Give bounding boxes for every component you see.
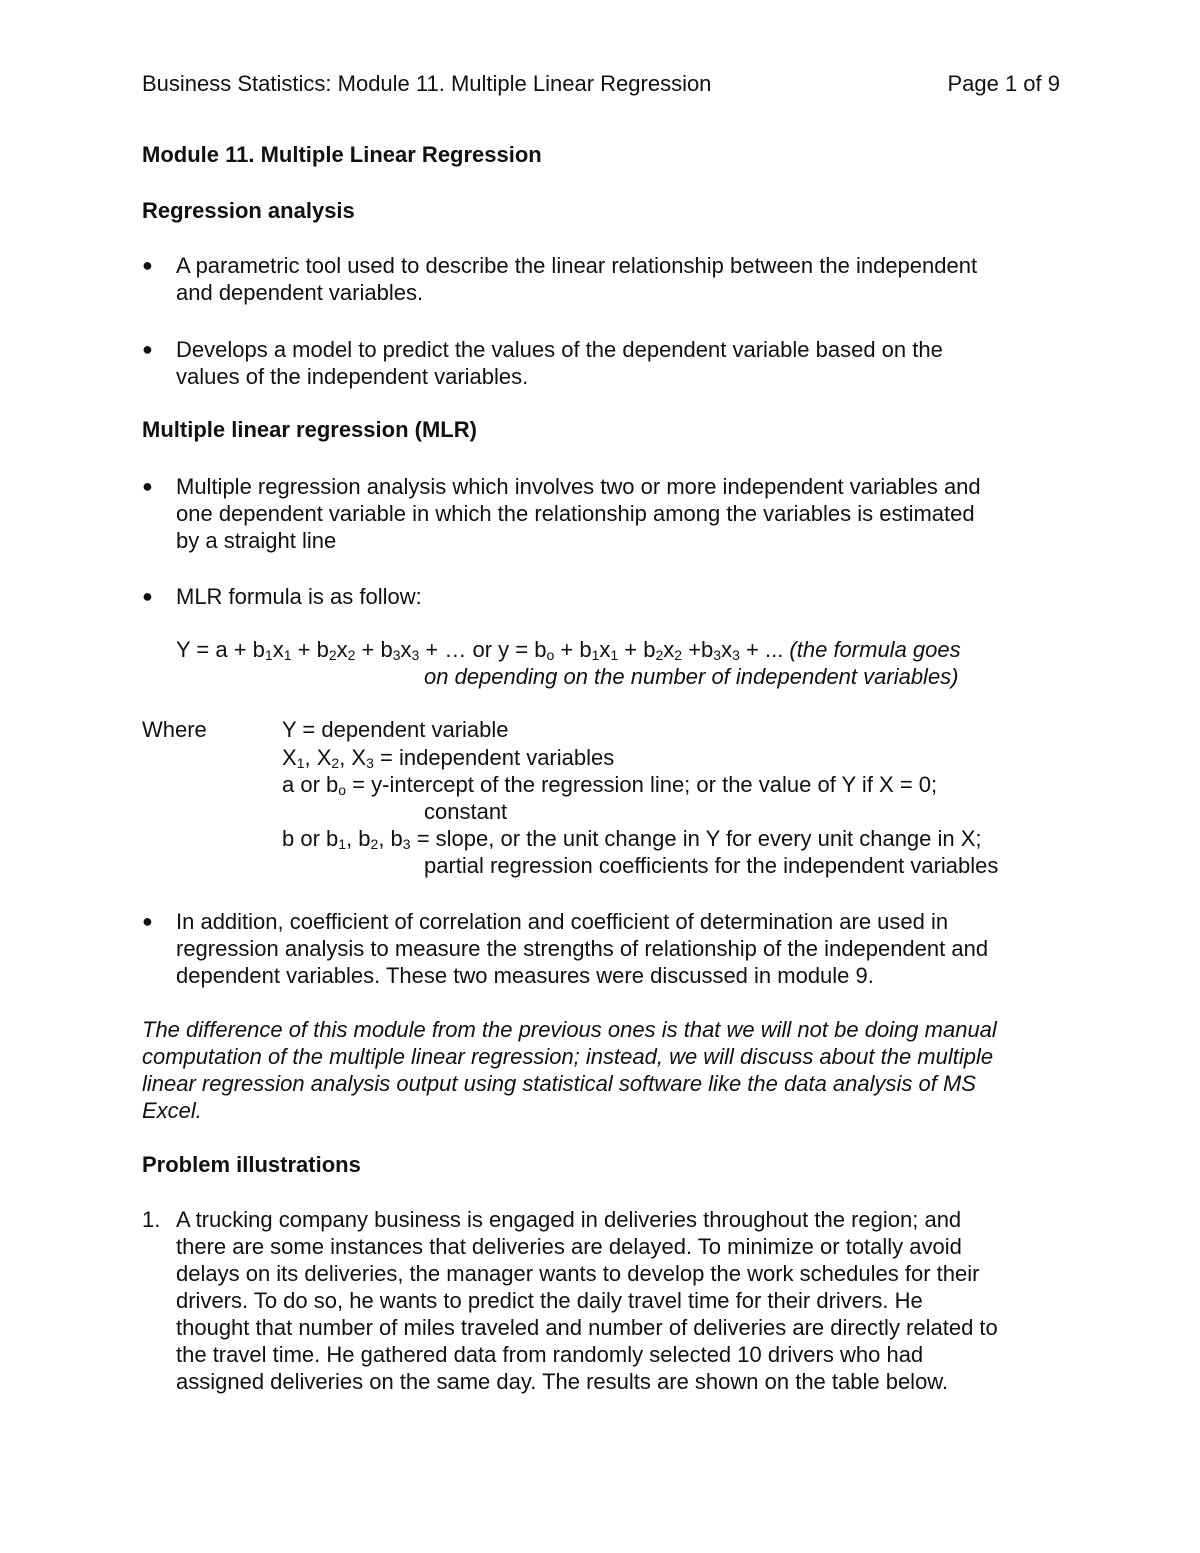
bullet-text: Develops a model to predict the values of the dependent variable based on the values of the independent variables. [176, 337, 943, 389]
definition-intercept: a or $b_o$ = y-intercept of the regression line; or the value of Y if X = 0; [282, 772, 938, 798]
page-number: Page 1 of 9 [947, 71, 1060, 96]
definition-slope-cont: partial regression coefficients for the independent variables [424, 853, 999, 878]
bullet-text: Multiple regression analysis which involves two or more independent variables and one dependent variable in which the relationship among the variables is estimated by a straight line [176, 474, 981, 553]
section-heading-problem-illustrations: Problem illustrations [142, 1152, 361, 1177]
bullet-text: MLR formula is as follow: [176, 584, 422, 609]
problem-text: A trucking company business is engaged in deliveries throughout the region; and there are some instances that deliveries are delayed. To minimize or totally avoid delays on its deliveries, the manager wants to develop the work schedules for their drivers. To do so, he wants to predict the daily travel time for their drivers. He thought that number of miles traveled and number of deliveries are directly related to the travel time. He gathered data from randomly selected 10 drivers who had assigned deliveries on the same day. The results are shown on the table below. [176, 1207, 998, 1394]
bullet-icon: ● [142, 911, 153, 931]
where-label: Where [142, 717, 207, 742]
bullet-icon: ● [142, 476, 153, 496]
page-header [142, 70, 1060, 100]
definition-slope: b or $b_1$, $b_2$, $b_3$ = slope, or the unit change in Y for every unit change in X; [282, 826, 982, 852]
bullet-text: In addition, coefficient of correlation and coefficient of determination are used in regression analysis to measure the strengths of relationship of the independent and dependent variables. These two measures were discussed in module 9. [176, 909, 989, 988]
list-number: 1. [142, 1207, 161, 1232]
bullet-icon: ● [142, 586, 153, 606]
definition-intercept-cont: constant [424, 799, 508, 824]
formula-note: on depending on the number of independent variables) [424, 664, 959, 689]
bullet-icon: ● [142, 255, 153, 275]
bullet-text: A parametric tool used to describe the linear relationship between the independent and dependent variables. [176, 253, 978, 305]
definition-y: Y = dependent variable [282, 717, 509, 742]
italic-note: The difference of this module from the previous ones is that we will not be doing manual computation of the multiple linear regression; instead, we will discuss about the multiple linear regression analysis output using statistical software like the data analysis of MS Excel. [142, 1017, 997, 1123]
section-heading-regression-analysis: Regression analysis [142, 198, 355, 223]
definition-x: $X_1$, $X_2$, $X_3$ = independent variables [282, 745, 615, 771]
mlr-formula: $Y = a + b_1x_1 + b_2x_2 + b_3x_3$ + … or $y = b_o + b_1x_1 + b_2x_2 +b_3x_3$ + ... (the formula goes [176, 637, 961, 663]
bullet-icon: ● [142, 339, 153, 359]
section-heading-mlr: Multiple linear regression (MLR) [142, 417, 477, 442]
document-title: Module 11. Multiple Linear Regression [142, 142, 542, 167]
header-title: Business Statistics: Module 11. Multiple Linear Regression [142, 71, 712, 96]
